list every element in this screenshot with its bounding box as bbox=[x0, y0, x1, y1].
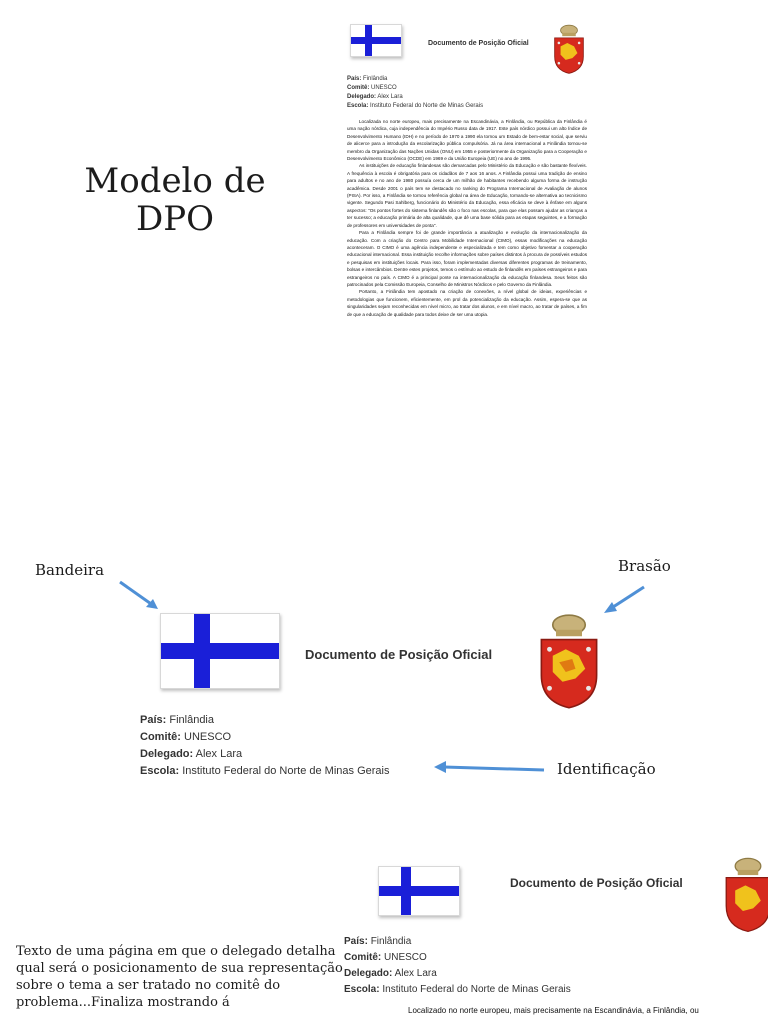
coat-of-arms-small-icon bbox=[552, 21, 586, 75]
id-row-comite: Comitê: UNESCO bbox=[140, 731, 232, 743]
doc-title-large: Documento de Posição Oficial bbox=[305, 647, 493, 662]
id-row-escola: Escola: Instituto Federal do Norte de Minas Gerais bbox=[344, 984, 571, 995]
body-paragraph-3: Para a Finlândia sempre foi de grande importância a atualização e evolução da internacionalização da educação. Com a criação do Centro para Mobilidade Internacional (CIMO), essas modificações na educação aconteceram. O CIMO é uma agência independente e especializada e tem como objetivo fomentar a cooperação educacional internacional. Essa instituição recolhe informações sobre países distintos à procura de possíveis estudos e pesquisas em instituições locais. Para isso, foram implementadas diversas diferentes programas de treinamento, bolsas e intercâmbios. Dentre estes projetos, temos o estímulo ao estudo de finlandês em países estrangeiros e para estrangeiros no país. A CIMO é a principal ponte na internacionalização da educação finlandesa. Seus feitos são patrocinados pela Comissão Europeia, Conselho de Ministros Nórdicos e pelo Governo da Finlândia. bbox=[347, 230, 587, 287]
slide-title-line-2: DPO bbox=[135, 199, 214, 239]
body-paragraph-2: As instituições de educação finlandesas são demarcadas pelo Ministério da Educação e são bastante flexíveis. A frequência à escola é obrigatória para os cidadãos de 7 aos 16 anos. A Finlândia possui uma tradição de ensino para adultos e no ano de 1980 possuía cerca de um milhão de habitantes recebendo alguma forma de instrução acadêmica. Desde 2001 o país tem se destacado no ranking do Programa Internacional de Avaliação de alunos (PISA). Por isso, a Finlândia se tornou referência global na área de Educação, tornando-se alternativa ao tecnicismo vigente. Segundo Pasi Sahlberg, funcionário do Ministério da Educação, essa eficácia se deve à ênfase em alguns aspectos: "Os pontos fortes do sistema finlandês são o foco nas escolas, para que elas possam ajudar as crianças a ter sucesso; a educação primária de alta qualidade, que dê uma base sólida para as etapas seguintes, e a formação de professores em universidades de ponta". bbox=[347, 163, 587, 228]
id-row-pais: País: Finlândia bbox=[344, 936, 412, 947]
identification-bottom bbox=[344, 934, 571, 998]
label-brasao: Brasão bbox=[618, 557, 671, 575]
document-body bbox=[347, 118, 587, 413]
finland-flag-bottom bbox=[378, 866, 460, 916]
coat-of-arms-bottom-icon bbox=[716, 852, 768, 934]
description-text: Texto de uma página em que o delegado detalha qual será o posicionamento de sua representação sobre o tema a ser tratado no comitê do problema...Finaliza mostrando á bbox=[16, 944, 343, 1010]
id-row-escola: Escola: Instituto Federal do Norte de Minas Gerais bbox=[140, 765, 390, 777]
slide-title bbox=[60, 162, 290, 238]
identification-small bbox=[347, 75, 483, 111]
doc-title-small: Documento de Posição Oficial bbox=[428, 40, 529, 47]
bottom-first-line: Localizado no norte europeu, mais precisamente na Escandinávia, a Finlândia, ou bbox=[408, 1006, 699, 1015]
label-bandeira: Bandeira bbox=[35, 561, 105, 579]
id-row-delegado: Delegado: Alex Lara bbox=[344, 968, 437, 979]
id-row-pais: País: Finlândia bbox=[140, 714, 214, 726]
finland-flag-small bbox=[350, 24, 402, 57]
body-paragraph-1: Localizada no norte europeu, mais precisamente na Escandinávia, a Finlândia, ou República da Finlândia é uma nação nórdica, cuja independência do Império Russo data de 1917. Este país nórdico possui um alto Índice de Desenvolvimento Humano (IDH) e no período de 1970 a 1990 ela tornou um Estado de bem-estar social, que serviu de alicerce para a introdução da escolarização pública compulsória. Já na área internacional a Finlândia tornou-se membro da Organização das Nações Unidas (ONU) em 1955 e posteriormente da Organização para a Cooperação e Desenvolvimento Econômico (OCDE) em 1969 e da União Europeia (UE) no ano de 1995. bbox=[347, 119, 587, 162]
body-paragraph-4: Portanto, a Finlândia tem apostado na criação de conexões, a nível global de ideias, experiências e metodologias que funcionem, eficientemente, em prol da potencialização da educação. Assim, espera-se que as singularidades sejam reconhecidas em nível micro, ao tratar dos alunos, e em nível macro, ao tratar de países, a fim de que a educação de qualidade para todos deixe de ser uma utopia. bbox=[347, 289, 587, 317]
document-thumbnail bbox=[340, 15, 590, 415]
id-row-delegado: Delegado: Alex Lara bbox=[140, 748, 243, 760]
finland-flag-large bbox=[160, 613, 280, 689]
arrow-to-identification-icon bbox=[432, 761, 548, 777]
id-row-delegado: Delegado: Alex Lara bbox=[347, 94, 403, 100]
id-row-comite: Comitê: UNESCO bbox=[344, 952, 427, 963]
arrow-to-coat-of-arms-icon bbox=[600, 585, 648, 615]
id-row-comite: Comitê: UNESCO bbox=[347, 85, 397, 91]
slide-title-line-1: Modelo de bbox=[84, 161, 266, 201]
doc-title-bottom: Documento de Posição Oficial bbox=[510, 876, 683, 890]
arrow-to-flag-icon bbox=[118, 580, 162, 612]
id-row-pais: País: Finlândia bbox=[347, 76, 388, 82]
identification-large bbox=[140, 712, 389, 780]
coat-of-arms-large-icon bbox=[533, 607, 605, 711]
id-row-escola: Escola: Instituto Federal do Norte de Minas Gerais bbox=[347, 103, 484, 109]
label-identificacao: Identificação bbox=[557, 760, 656, 778]
